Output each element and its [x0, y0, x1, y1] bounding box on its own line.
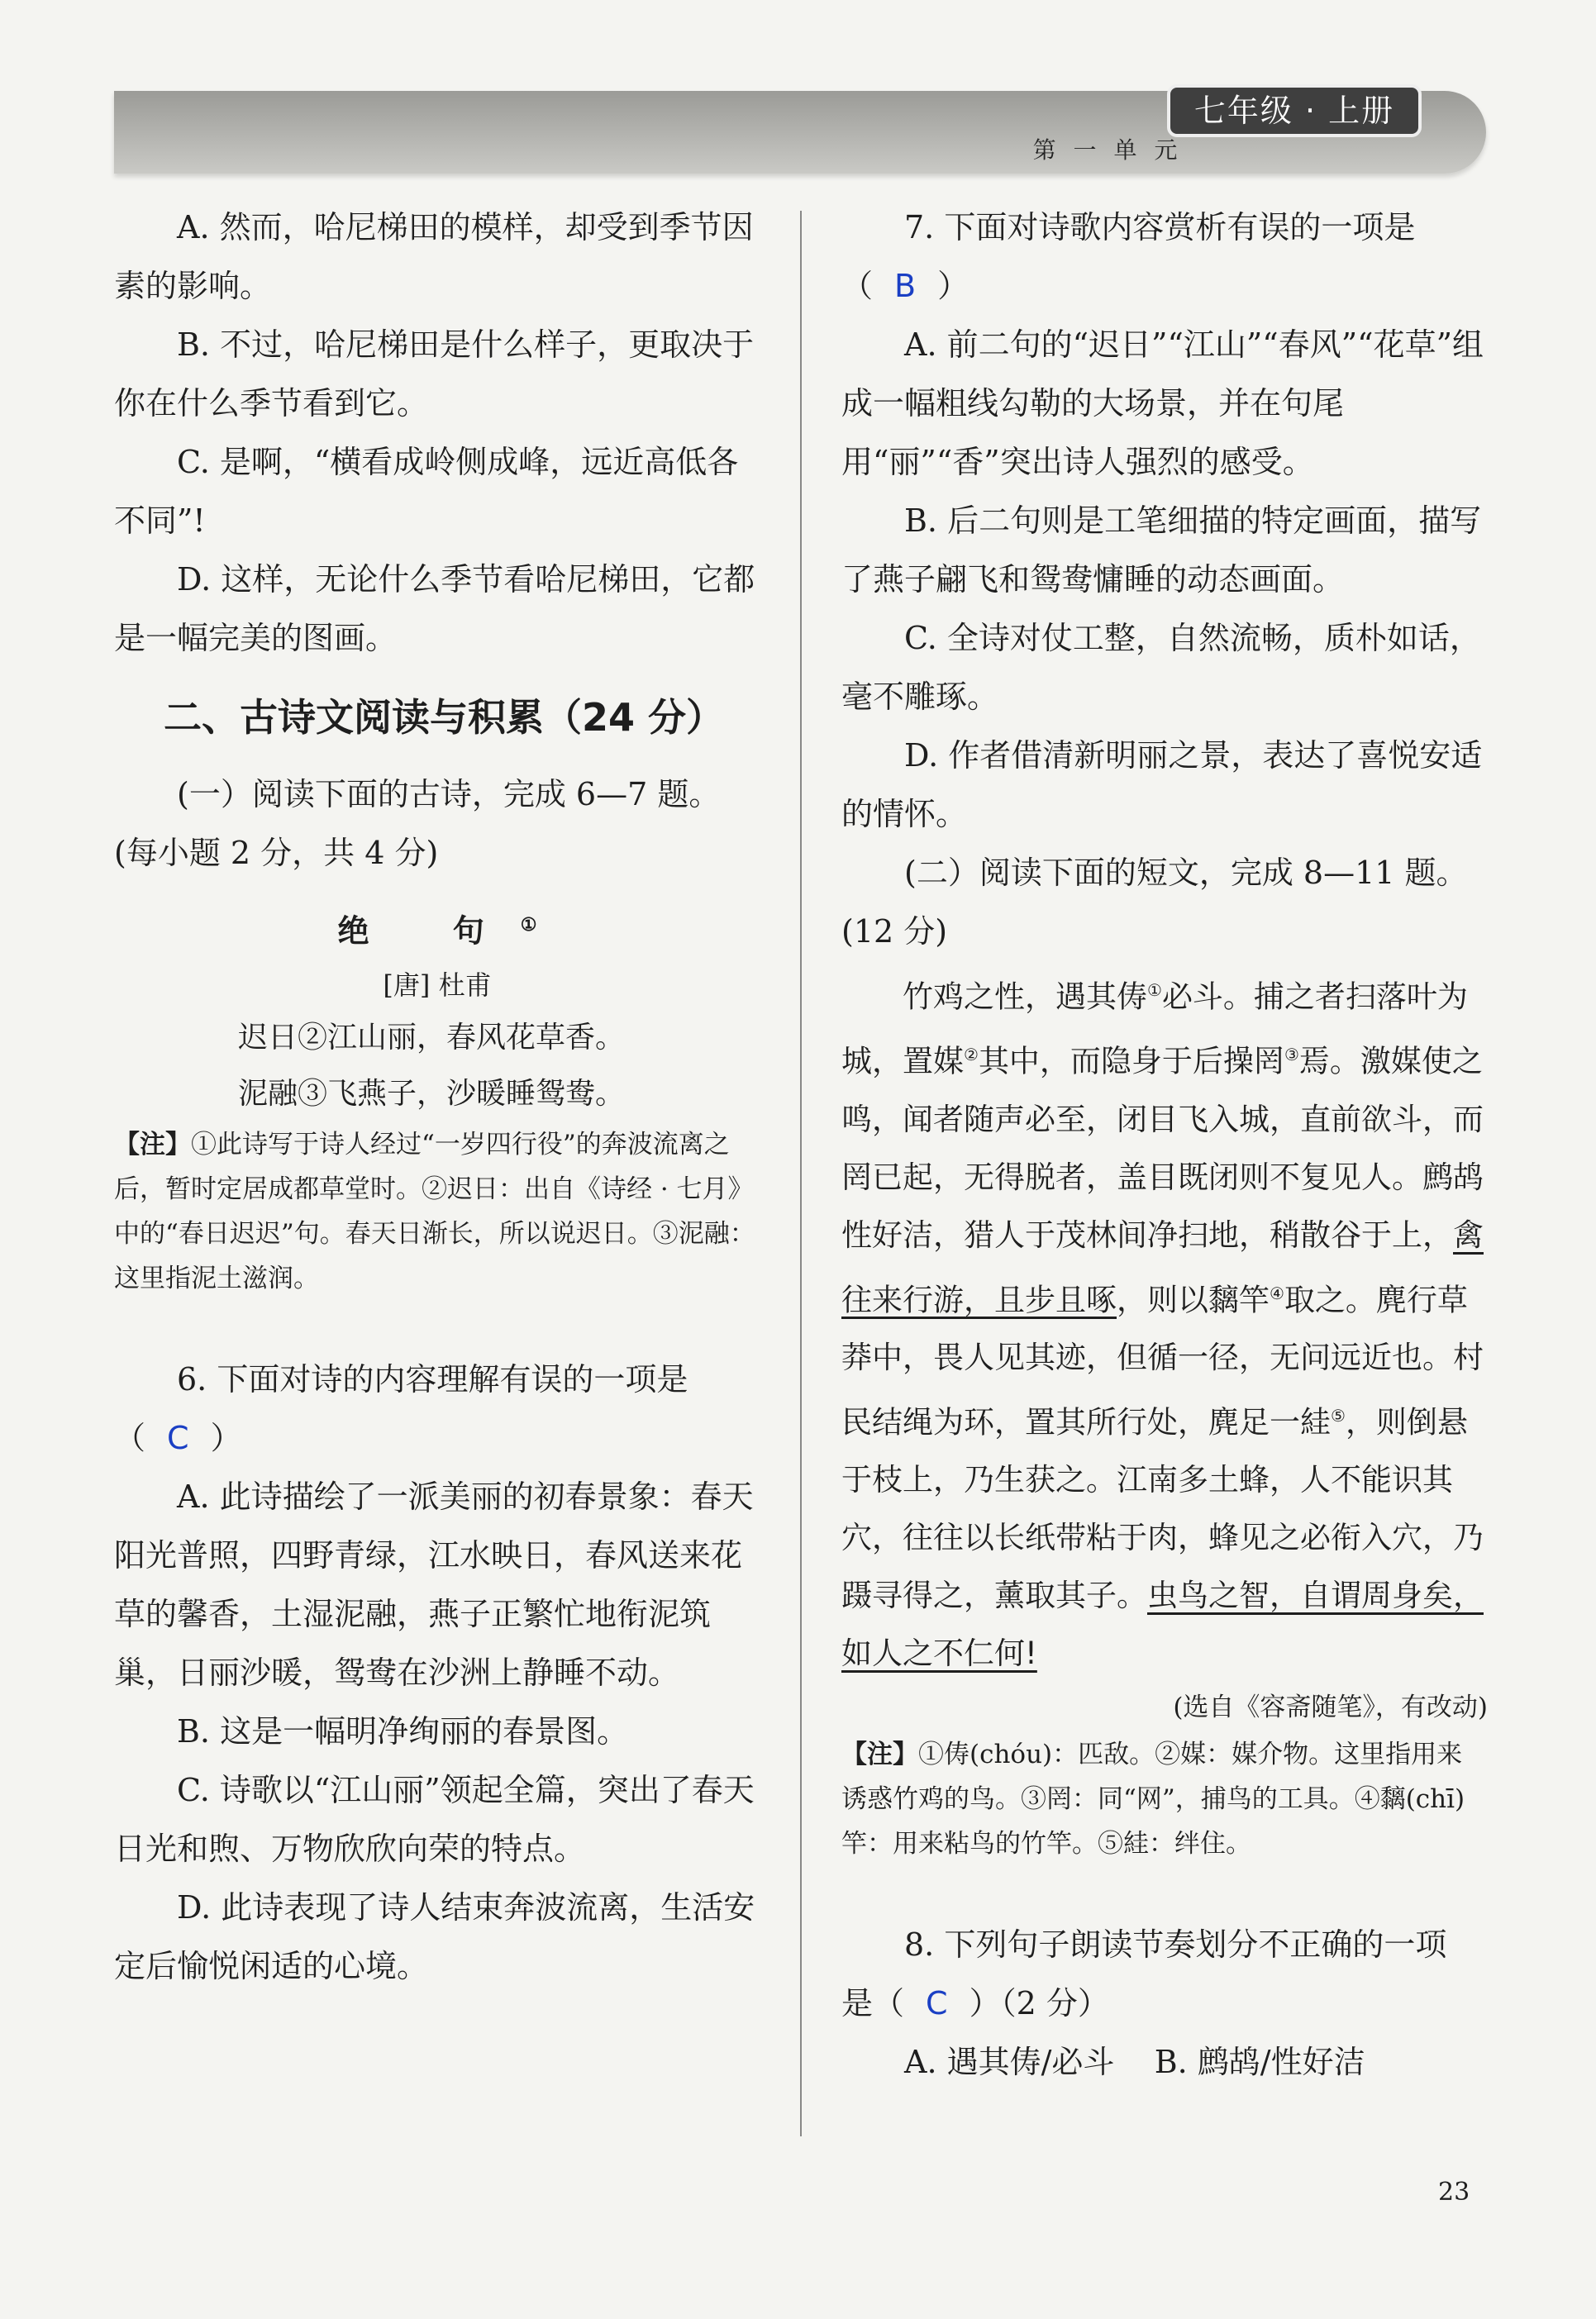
q8-stem: 8. 下列句子朗读节奏划分不正确的一项	[904, 1926, 1447, 1964]
q7-stem: 7. 下面对诗歌内容赏析有误的一项是	[904, 209, 1416, 245]
grade-tab: 七年级 · 上册	[1167, 84, 1422, 137]
poem-line-2: 泥融③飞燕子，沙暖睡鸳鸯。	[238, 1076, 626, 1111]
q6-option-b: B. 这是一幅明净绚丽的春景图。	[177, 1712, 629, 1750]
part1-intro: (一）阅读下面的古诗，完成 6—7 题。(每小题 2 分，共 4 分)	[114, 776, 721, 871]
option-b-prev: B. 不过，哈尼梯田是什么样子，更取决于你在什么季节看到它。	[114, 326, 755, 421]
poem-title-mark: ①	[520, 914, 537, 936]
passage-seg-2: 必斗。捕之者扫落叶为城，置媒	[841, 979, 1468, 1079]
passage-note-label: 【注】	[841, 1740, 918, 1770]
poem-title	[114, 896, 760, 960]
q7-option-d: D. 作者借清新明丽之景，表达了喜悦安适的情怀。	[841, 737, 1483, 832]
note-mark-1: ①	[1147, 980, 1162, 1000]
q8-stem-2: 是（	[841, 1985, 905, 2022]
passage-seg-6: 取之。麂行草莽中，畏人见其迹，但循一径，无问远近也。村民结绳为环，置其所行处，麂足一絓	[841, 1281, 1484, 1440]
passage-note-text: ①俦(chóu)：匹敌。②媒：媒介物。这里指用来诱惑竹鸡的鸟。③罔：同“网”，捕鸟的工具。④黐(chī)竿：用来粘鸟的竹竿。⑤絓：绊住。	[841, 1740, 1465, 1859]
note-mark-3: ③	[1284, 1045, 1299, 1065]
passage-seg-7: ，则倒悬于枝上，乃生获之。江南多土蜂，人不能识其穴，往往以长纸带粘于肉，蜂见之必衔入穴，乃蹑寻得之，薰取其子。	[841, 1404, 1484, 1614]
q8-answer: C	[926, 1985, 948, 2022]
q7-option-c: C. 全诗对仗工整，自然流畅，质朴如话，毫不雕琢。	[841, 620, 1481, 715]
q7-option-a: A. 前二句的“迟日”“江山”“春风”“花草”组成一幅粗线勾勒的大场景，并在句尾用“丽”“香”突出诗人强烈的感受。	[841, 326, 1484, 480]
part2-intro: (二）阅读下面的短文，完成 8—11 题。(12 分)	[841, 855, 1468, 950]
option-a-prev: A. 然而，哈尼梯田的模样，却受到季节因素的影响。	[114, 209, 754, 304]
passage-seg-5: ，则以黐竿	[1117, 1281, 1270, 1317]
q6-answer-line: （ C ）	[114, 1419, 242, 1456]
unit-label: 第 一 单 元	[1032, 136, 1183, 164]
passage-seg-1: 竹鸡之性，遇其俦	[903, 979, 1147, 1015]
q6-answer: C	[167, 1419, 189, 1456]
poem-author: [唐] 杜甫	[383, 969, 492, 1001]
q7-answer: B	[894, 268, 917, 304]
poem-note-text: ①此诗写于诗人经过“一岁四行役”的奔波流离之后，暂时定居成都草堂时。②迟日：出自《诗经 · 七月》中的“春日迟迟”句。春天日渐长，所以说迟日。③泥融：这里指泥土滋润。	[114, 1129, 755, 1293]
option-d-prev: D. 这样，无论什么季节看哈尼梯田，它都是一幅完美的图画。	[114, 561, 755, 656]
q8-options: A. 遇其俦/必斗 B. 鹧鸪/性好洁	[904, 2044, 1365, 2081]
passage	[841, 961, 1488, 1683]
poem-line-1: 迟日②江山丽，春风花草香。	[238, 1020, 626, 1055]
passage-underline-1: 禽往来行游，且步且啄	[841, 1217, 1484, 1317]
passage-source: (选自《容斋随笔》，有改动)	[1173, 1693, 1488, 1723]
page-number: 23	[1438, 2178, 1470, 2207]
passage-seg-3: 其中，而隐身于后操罔	[978, 1043, 1284, 1079]
column-divider	[800, 211, 802, 2136]
q8-answer-line	[841, 1974, 1488, 2033]
note-mark-2: ②	[964, 1045, 979, 1065]
q7-answer-line: （ B ）	[841, 268, 970, 304]
q6-option-a: A. 此诗描绘了一派美丽的初春景象：春天阳光普照，四野青绿，江水映日，春风送来花草的馨香，土湿泥融，燕子正繁忙地衔泥筑巢，日丽沙暖，鸳鸯在沙洲上静睡不动。	[114, 1478, 754, 1691]
q7-option-b: B. 后二句则是工笔细描的特定画面，描写了燕子翩飞和鸳鸯慵睡的动态画面。	[841, 502, 1482, 598]
q8-stem-3: ）（2 分）	[969, 1985, 1109, 2022]
section-title: 二、古诗文阅读与积累（24 分）	[164, 695, 725, 740]
poem-note-label: 【注】	[114, 1129, 191, 1160]
passage-note	[841, 1732, 1488, 1866]
q6-option-c: C. 诗歌以“江山丽”领起全篇，突出了春天日光和煦、万物欣欣向荣的特点。	[114, 1771, 755, 1867]
poem-title-text: 绝 句	[337, 912, 521, 950]
option-c-prev: C. 是啊，“横看成岭侧成峰，远近高低各不同”!	[114, 444, 739, 539]
note-mark-4: ④	[1270, 1283, 1284, 1303]
right-column	[841, 198, 1488, 2092]
poem-note	[114, 1122, 760, 1301]
note-mark-5: ⑤	[1331, 1405, 1346, 1426]
passage-seg-4: 焉。激媒使之鸣，闻者随声必至，闭目飞入城，直前欲斗，而罔已起，无得脱者，盖目既闭则不复见人。鹧鸪性好洁，猎人于茂林间净扫地，稍散谷于上，	[841, 1043, 1484, 1253]
q6-option-d: D. 此诗表现了诗人结束奔波流离，生活安定后愉悦闲适的心境。	[114, 1888, 755, 1984]
passage-underline-2: 虫鸟之智，自谓周身矣，如人之不仁何!	[841, 1578, 1484, 1672]
left-column	[114, 198, 760, 1996]
q6-stem: 6. 下面对诗的内容理解有误的一项是	[177, 1360, 688, 1398]
